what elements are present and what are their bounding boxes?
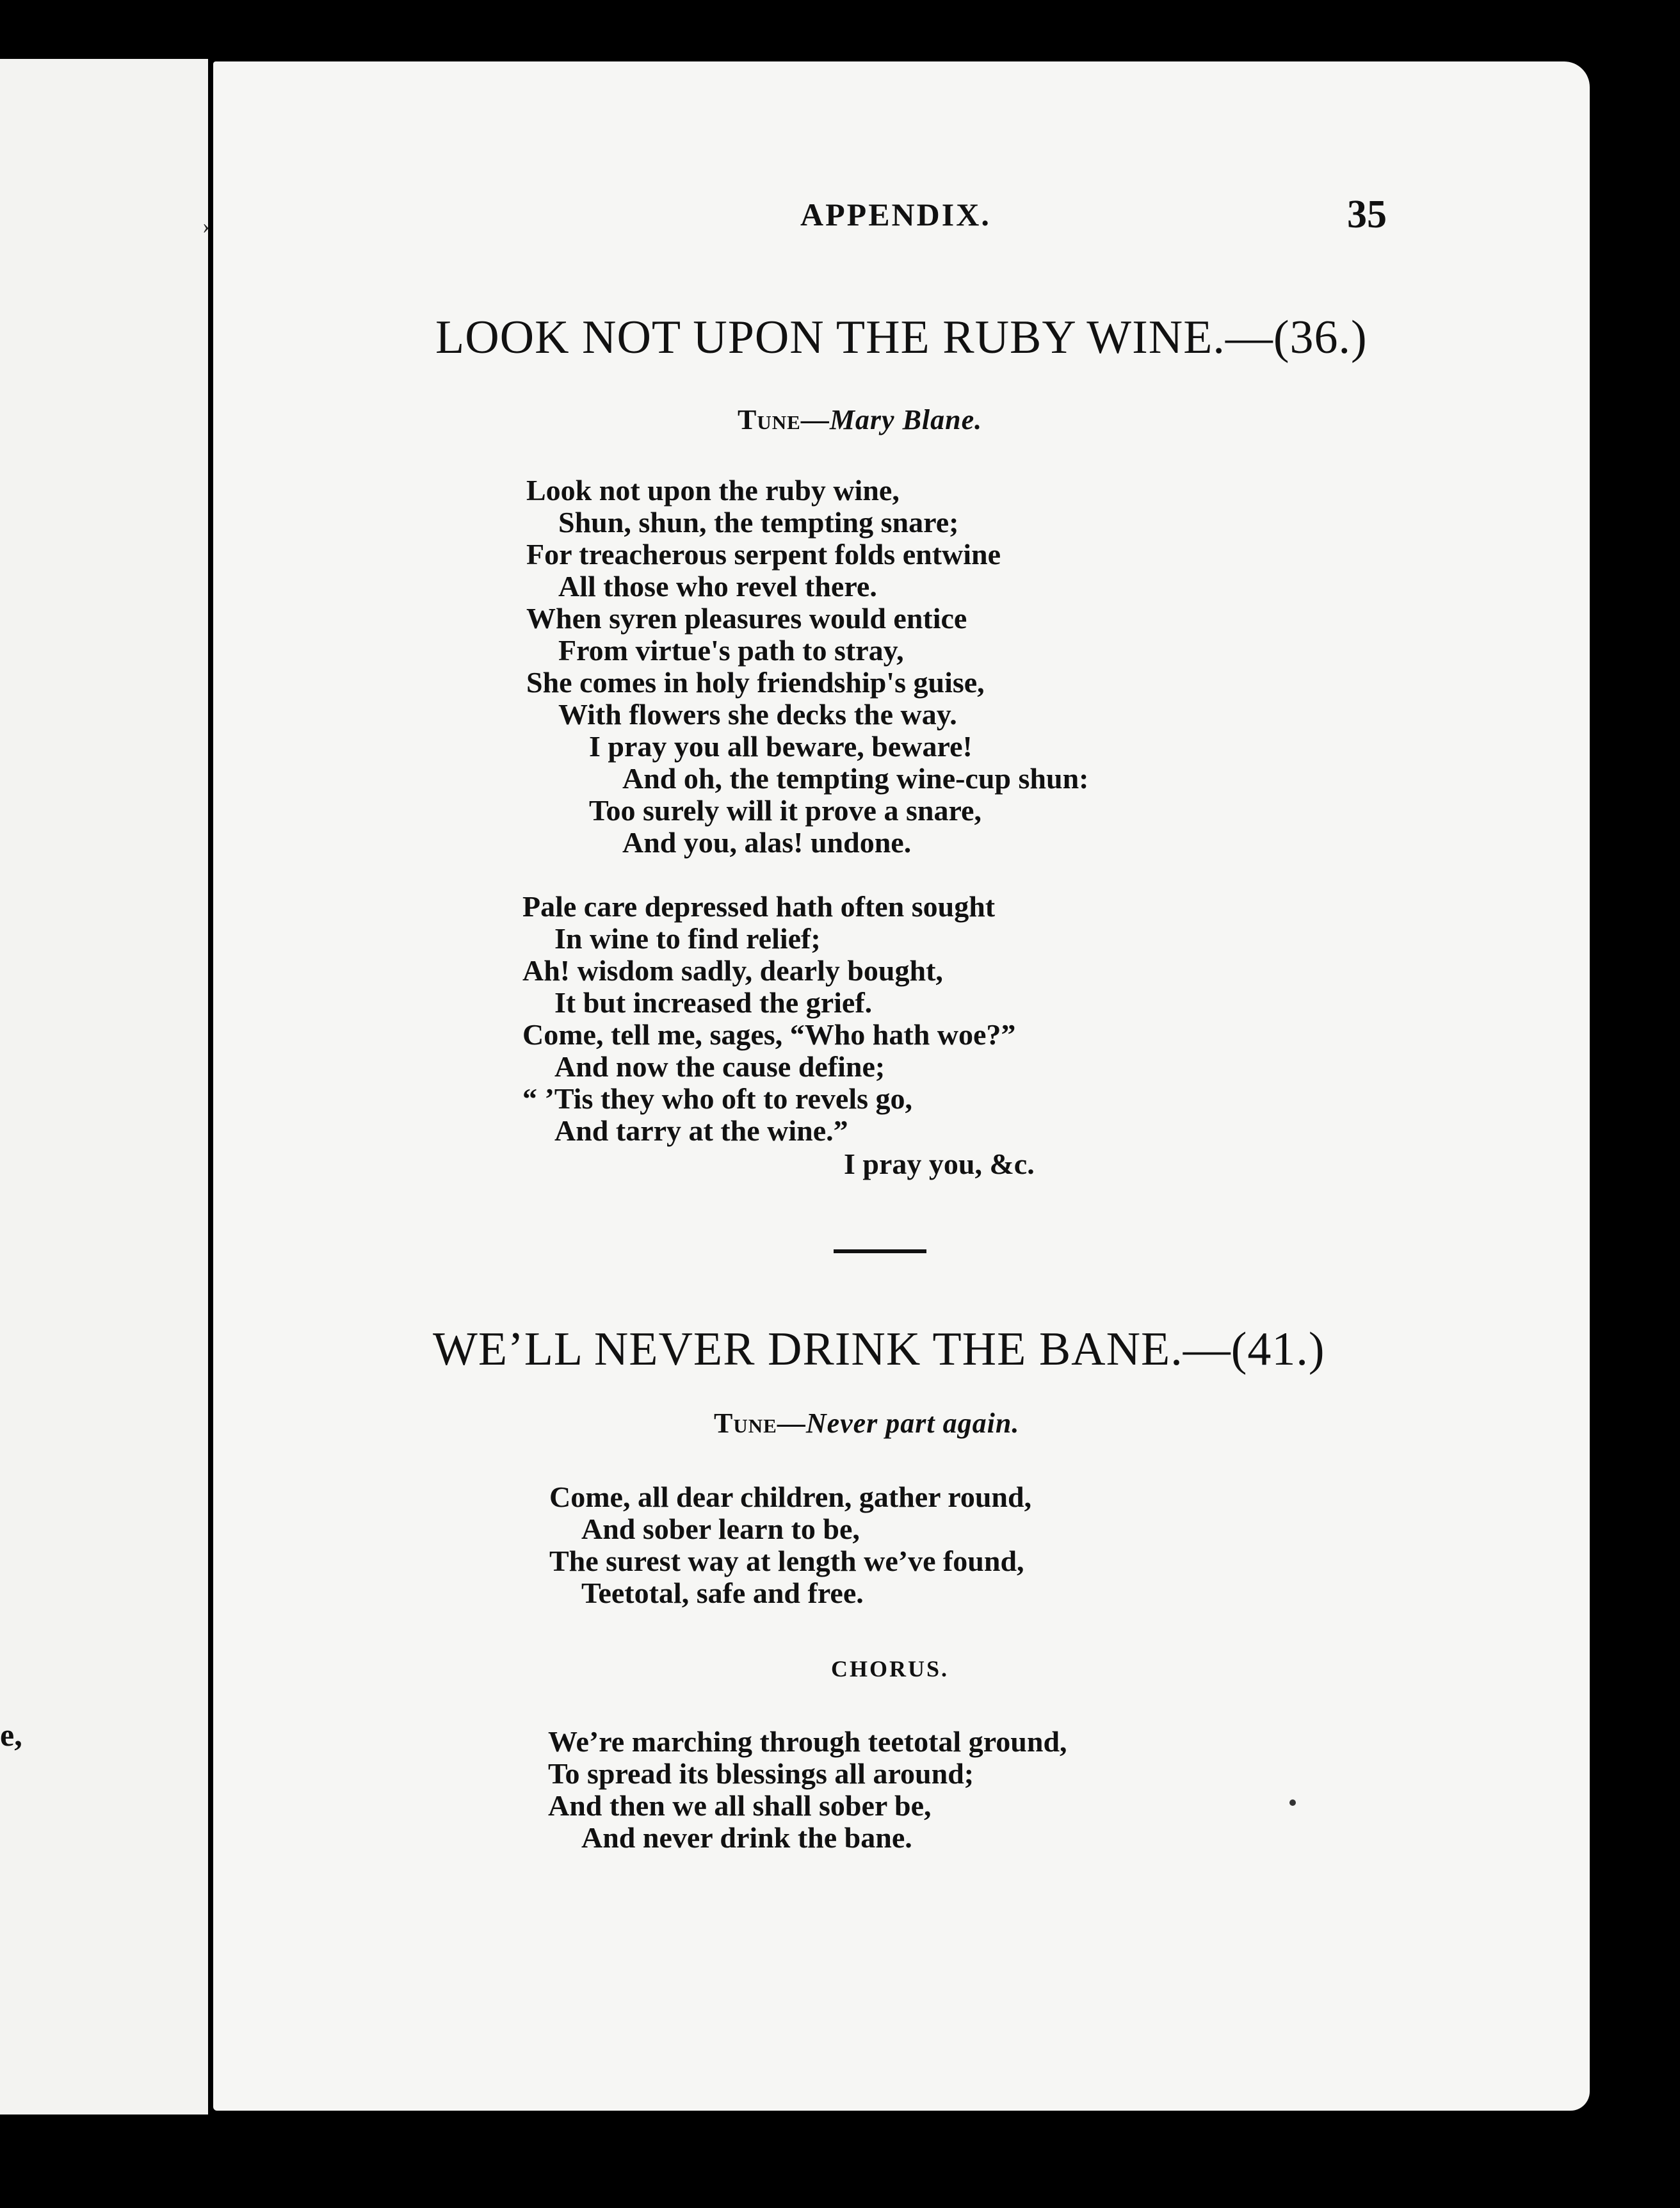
verse-line: And tarry at the wine.” <box>554 1114 848 1147</box>
verse-line: Come, all dear children, gather round, <box>549 1481 1032 1513</box>
verse-line: In wine to find relief; <box>554 922 821 955</box>
verse-line: From virtue's path to stray, <box>558 634 904 667</box>
verse-line: The surest way at length we’ve found, <box>549 1545 1024 1577</box>
tune-label: Tune— <box>714 1408 806 1439</box>
chorus-line: We’re marching through teetotal ground, <box>548 1725 1067 1758</box>
verse-line: Come, tell me, sages, “Who hath woe?” <box>522 1018 1016 1051</box>
tune-label: Tune— <box>738 404 830 435</box>
verse-line: And now the cause define; <box>554 1050 885 1083</box>
verse-line: And oh, the tempting wine-cup shun: <box>622 762 1089 795</box>
verse-line: When syren pleasures would entice <box>526 602 967 635</box>
chorus-line: To spread its blessings all around; <box>548 1757 974 1790</box>
chorus-line: And then we all shall sober be, <box>548 1789 932 1822</box>
verse-line: Pale care depressed hath often sought <box>522 890 996 923</box>
verse-line: All those who revel there. <box>558 570 877 603</box>
chorus-line: And never drink the bane. <box>581 1821 912 1854</box>
verse-line: Shun, shun, the tempting snare; <box>558 506 959 539</box>
chorus-label: CHORUS. <box>831 1656 949 1682</box>
ink-speck <box>1289 1799 1296 1806</box>
verse-line: Ah! wisdom sadly, dearly bought, <box>522 954 943 987</box>
page-edge-mark: › <box>202 215 210 238</box>
tune-name: Never part again. <box>805 1408 1020 1439</box>
verse-line: And sober learn to be, <box>581 1513 860 1545</box>
tune-line <box>714 1407 1019 1440</box>
verse-line: Too surely will it prove a snare, <box>589 794 981 827</box>
song-title: WE’LL NEVER DRINK THE BANE.—(41.) <box>433 1323 1325 1376</box>
tune-line <box>738 403 982 436</box>
verse-line: I pray you all beware, beware! <box>589 730 973 763</box>
facing-page-text-fragment: e, <box>0 1717 22 1753</box>
book-gutter <box>208 59 213 2115</box>
verse-line: She comes in holy friendship's guise, <box>526 666 985 699</box>
verse-line: And you, alas! undone. <box>622 826 912 859</box>
verse-line: It but increased the grief. <box>554 986 873 1019</box>
section-divider <box>834 1249 926 1253</box>
verse-line: Teetotal, safe and free. <box>581 1577 864 1609</box>
verse-line: For treacherous serpent folds entwine <box>526 538 1001 571</box>
tune-name: Mary Blane. <box>829 404 983 435</box>
song-title: LOOK NOT UPON THE RUBY WINE.—(36.) <box>435 311 1368 364</box>
page-number: 35 <box>1347 193 1387 236</box>
running-head: APPENDIX. <box>800 197 991 232</box>
verse-line: With flowers she decks the way. <box>558 698 957 731</box>
verse-line: “ ’Tis they who oft to revels go, <box>522 1082 913 1115</box>
verse-line: Look not upon the ruby wine, <box>526 474 900 507</box>
verse-line: I pray you, &c. <box>844 1148 1035 1180</box>
facing-page <box>0 59 210 2115</box>
